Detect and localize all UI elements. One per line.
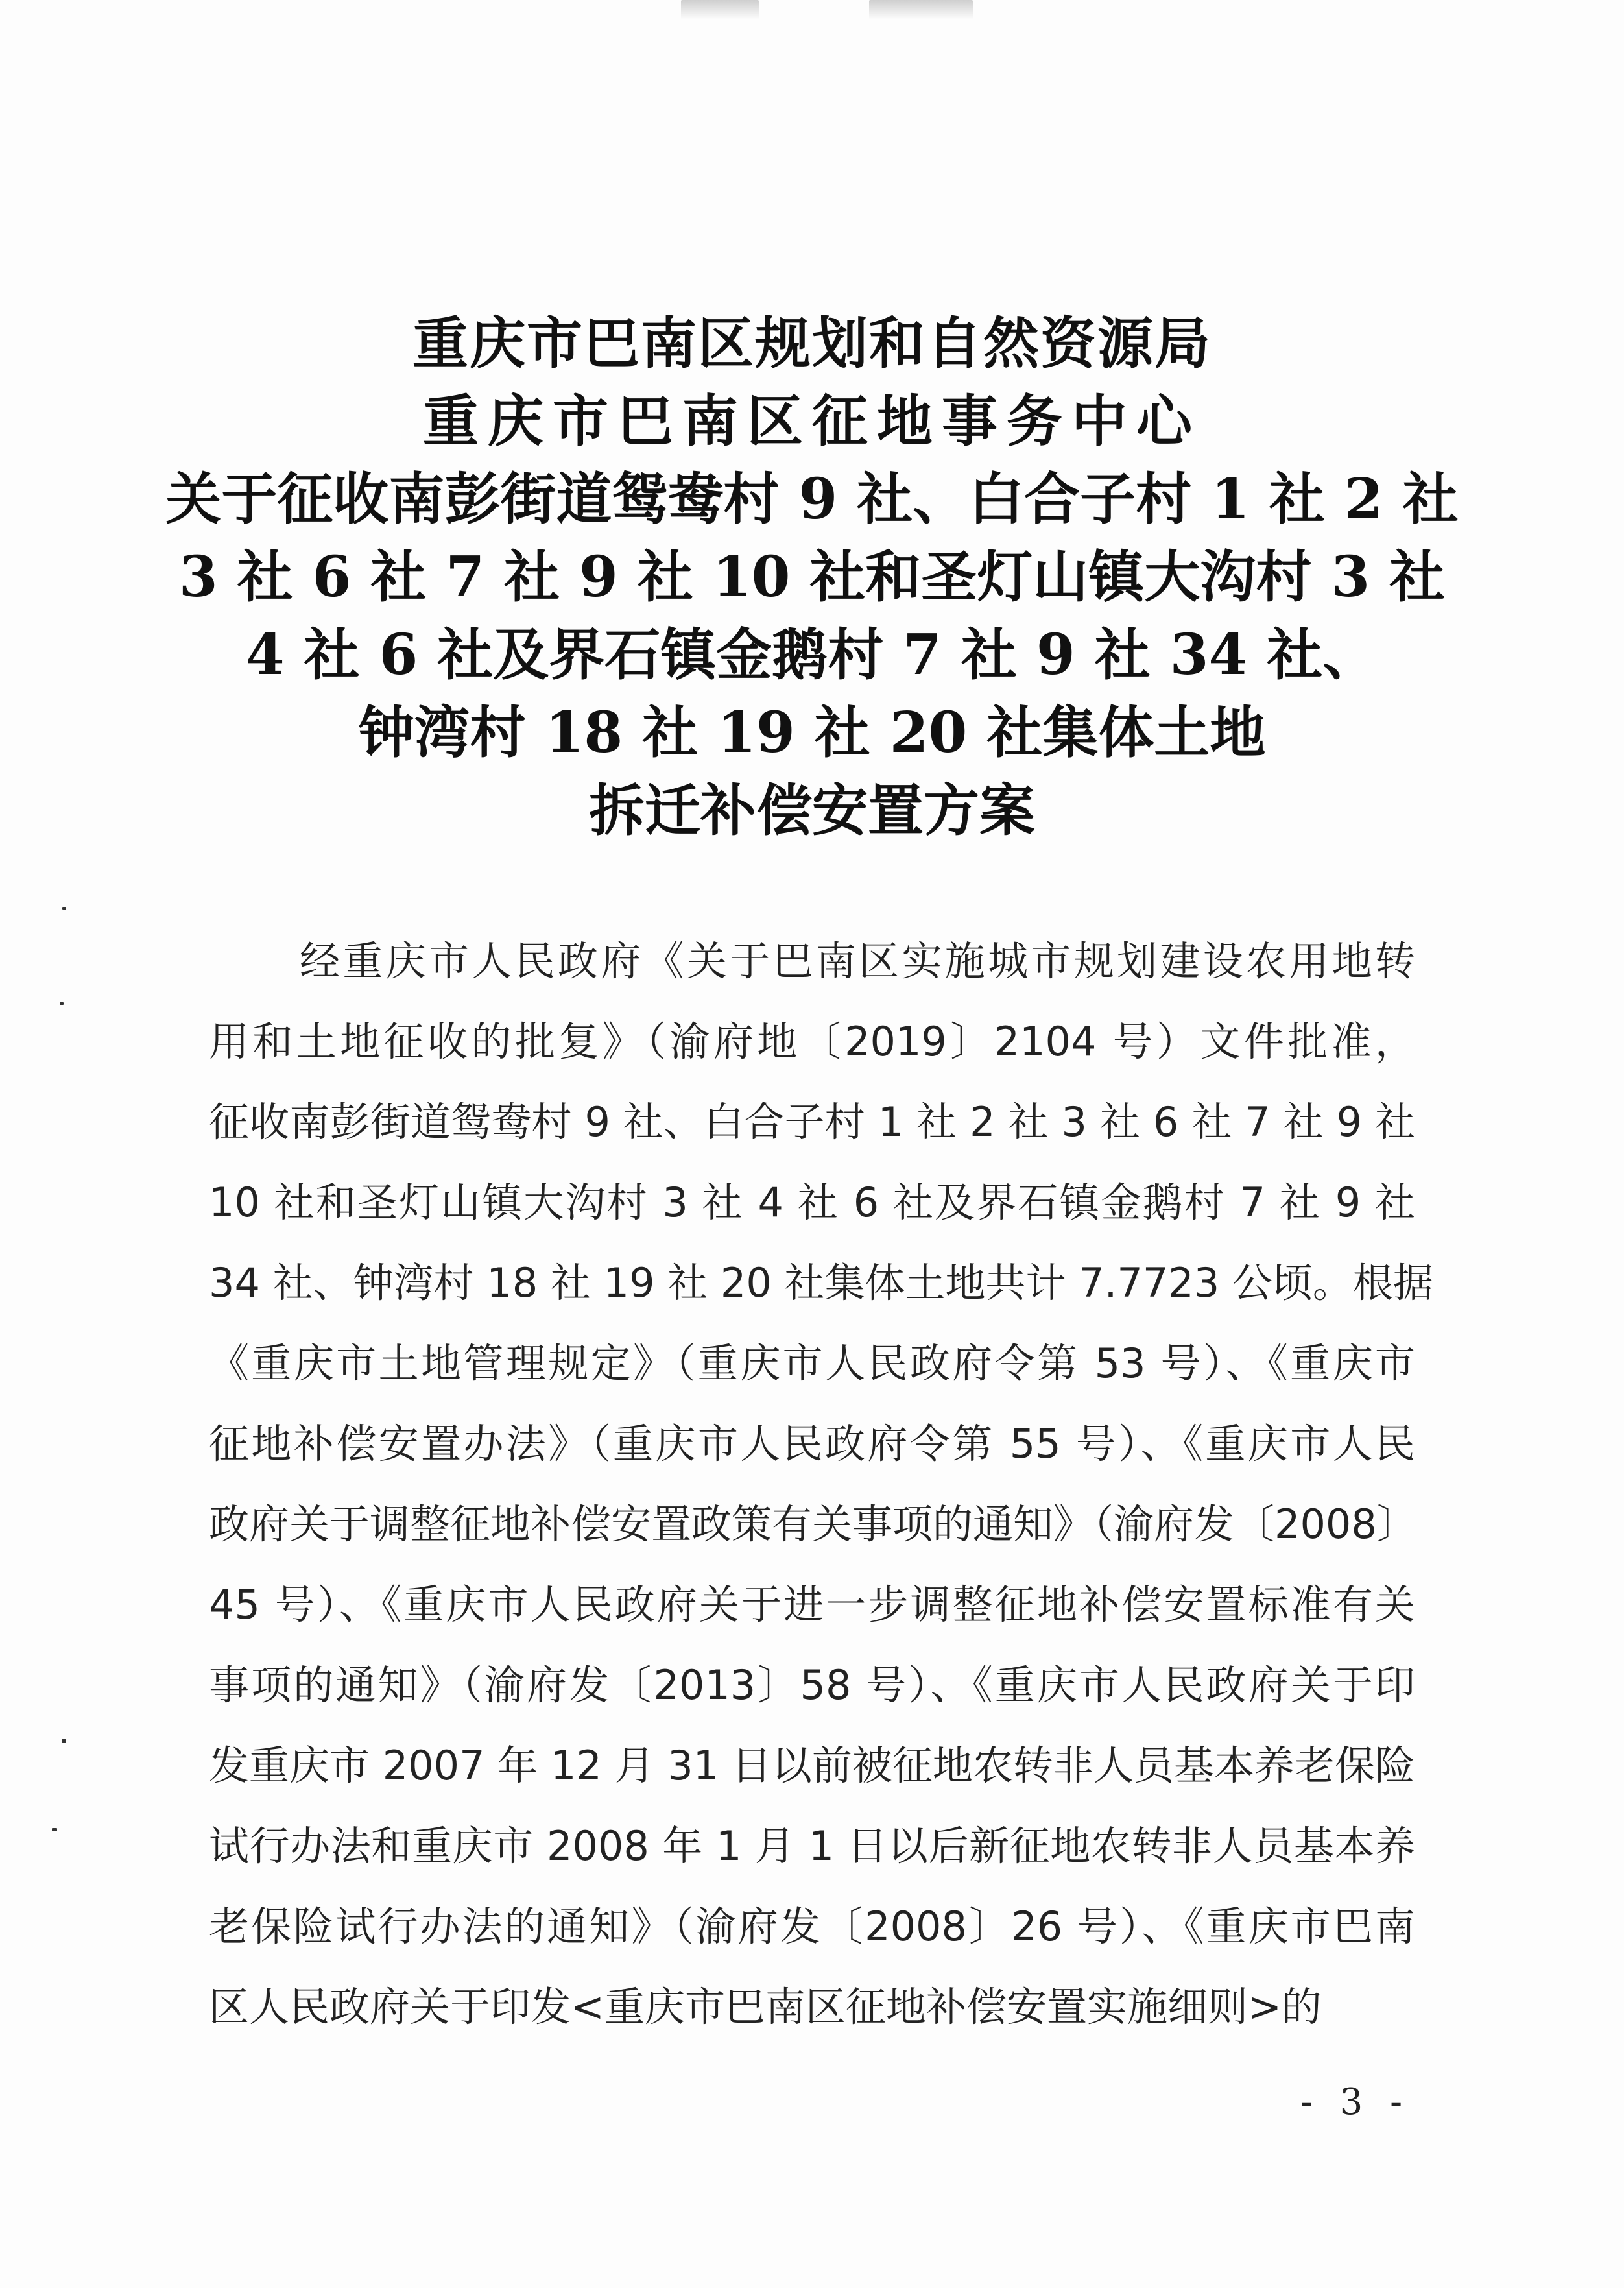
title-line: 关于征收南彭街道鸳鸯村 9 社、白合子村 1 社 2 社: [165, 466, 1459, 532]
body-line: 发重庆市 2007 年 12 月 31 日以前被征地农转非人员基本养老保险: [209, 1742, 1415, 1789]
body-line: 经重庆市人民政府《关于巴南区实施城市规划建设农用地转: [300, 937, 1415, 985]
scan-artifact: [681, 0, 759, 19]
body-line: 政府关于调整征地补偿安置政策有关事项的通知》（渝府发〔2008〕: [209, 1500, 1417, 1548]
body-line: 《重庆市土地管理规定》（重庆市人民政府令第 53 号）、《重庆市: [209, 1340, 1415, 1387]
margin-mark: [60, 1002, 64, 1005]
margin-mark: [62, 1739, 66, 1743]
body-line: 老保险试行办法的通知》（渝府发〔2008〕26 号）、《重庆市巴南: [209, 1903, 1415, 1950]
margin-mark: [62, 907, 66, 910]
body-line: 45 号）、《重庆市人民政府关于进一步调整征地补偿安置标准有关: [209, 1581, 1415, 1628]
scan-artifact: [869, 0, 973, 19]
body-line: 用和土地征收的批复》（渝府地〔2019〕2104 号）文件批准，: [209, 1018, 1415, 1065]
body-line: 事项的通知》（渝府发〔2013〕58 号）、《重庆市人民政府关于印: [209, 1661, 1415, 1709]
body-line: 征地补偿安置办法》（重庆市人民政府令第 55 号）、《重庆市人民: [209, 1420, 1415, 1467]
title-line: 钟湾村 18 社 19 社 20 社集体土地: [358, 700, 1266, 765]
title-line: 重庆市巴南区规划和自然资源局: [412, 311, 1212, 376]
margin-mark: [52, 1828, 57, 1831]
title-line: 3 社 6 社 7 社 9 社 10 社和圣灯山镇大沟村 3 社: [178, 544, 1446, 610]
title-line: 4 社 6 社及界石镇金鹅村 7 社 9 社 34 社、: [245, 622, 1379, 688]
body-paragraph: [209, 921, 1433, 2047]
title-line: 重庆市巴南区征地事务中心: [423, 389, 1201, 454]
page-number: - 3 -: [1300, 2081, 1410, 2123]
body-line: 试行办法和重庆市 2008 年 1 月 1 日以后新征地农转非人员基本养: [209, 1822, 1415, 1870]
body-line: 34 社、钟湾村 18 社 19 社 20 社集体土地共计 7.7723 公顷。根据: [209, 1259, 1433, 1307]
body-line: 10 社和圣灯山镇大沟村 3 社 4 社 6 社及界石镇金鹅村 7 社 9 社: [209, 1179, 1415, 1226]
document-title: [0, 305, 1624, 850]
body-line: 征收南彭街道鸳鸯村 9 社、白合子村 1 社 2 社 3 社 6 社 7 社 9 社: [209, 1098, 1415, 1146]
title-line: 拆迁补偿安置方案: [589, 778, 1035, 843]
body-line: 区人民政府关于印发<重庆市巴南区征地补偿安置实施细则>的: [209, 1983, 1322, 2030]
